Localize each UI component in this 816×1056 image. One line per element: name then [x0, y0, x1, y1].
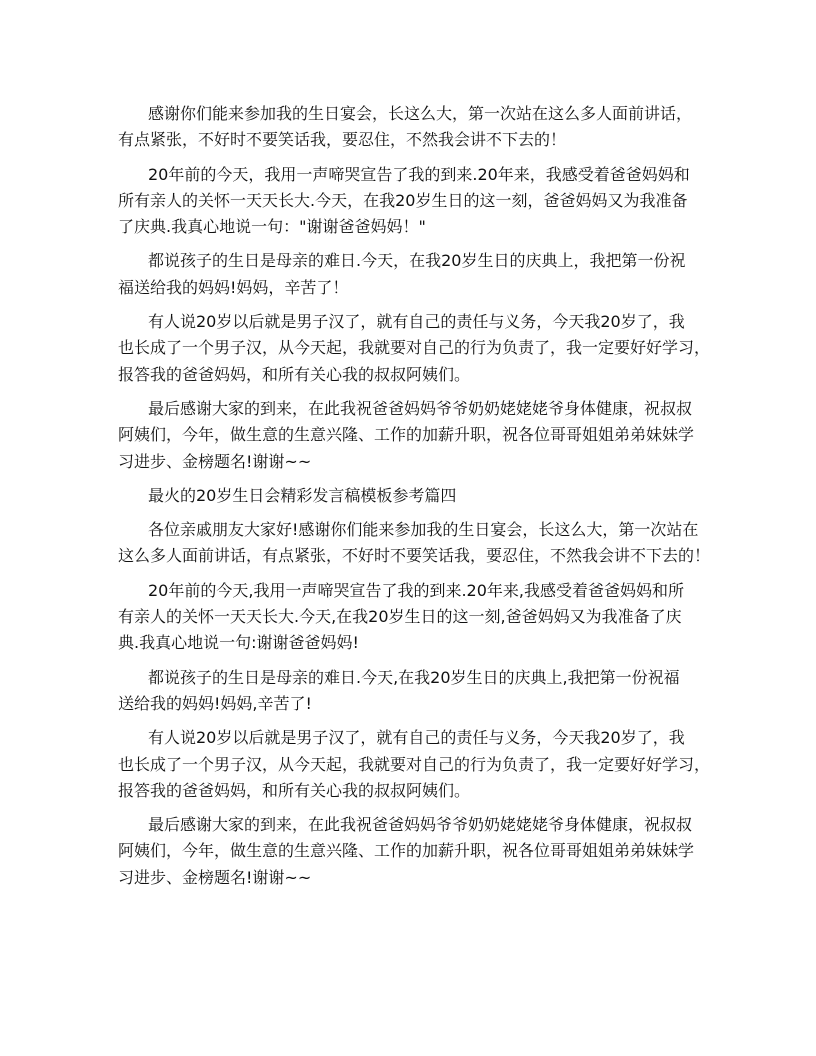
paragraph-gap: [118, 388, 700, 396]
text-line: 习进步、金榜题名!谢谢~~: [118, 451, 312, 471]
paragraph: [118, 101, 700, 154]
text-line: 习进步、金榜题名!谢谢~~: [118, 867, 312, 887]
paragraph: [118, 725, 711, 804]
text-line: 所有亲人的关怀一天天长大.今天，在我20岁生日的这一刻，爸爸妈妈又为我准备: [118, 190, 688, 210]
paragraph: [118, 517, 711, 570]
paragraph-gap: [118, 475, 700, 483]
paragraph: [118, 665, 700, 718]
paragraph-gap: [118, 804, 700, 812]
paragraph-gap: [118, 301, 700, 309]
paragraph-gap: [118, 154, 700, 162]
text-line: 也长成了一个男子汉，从今天起，我就要对自己的行为负责了，我一定要好好学习，: [118, 754, 711, 774]
text-line: 福送给我的妈妈!妈妈，辛苦了！: [118, 277, 349, 297]
paragraph: [118, 162, 700, 241]
text-line: 最火的20岁生日会精彩发言稿模板参考篇四: [148, 485, 457, 505]
text-line: 有亲人的关怀一天天长大.今天,在我20岁生日的这一刻,爸爸妈妈又为我准备了庆: [118, 607, 682, 627]
text-line: 都说孩子的生日是母亲的难日.今天，在我20岁生日的庆典上，我把第一份祝: [148, 251, 686, 271]
paragraph-gap: [118, 570, 700, 578]
paragraph-gap: [118, 240, 700, 248]
paragraph: [118, 812, 700, 891]
text-line: 这么多人面前讲话，有点紧张，不好时不要笑话我，要忍住，不然我会讲不下去的！: [118, 546, 711, 566]
text-line: 20年前的今天，我用一声啼哭宣告了我的到来.20年来，我感受着爸爸妈妈和: [148, 164, 690, 184]
text-line: 最后感谢大家的到来，在此我祝爸爸妈妈爷爷奶奶姥姥姥爷身体健康，祝叔叔: [148, 398, 693, 418]
document-page: [118, 101, 711, 891]
paragraph: [118, 483, 700, 509]
text-line: 20年前的今天,我用一声啼哭宣告了我的到来.20年来,我感受着爸爸妈妈和所: [148, 580, 684, 600]
text-line: 有人说20岁以后就是男子汉了，就有自己的责任与义务，今天我20岁了，我: [148, 728, 685, 748]
paragraph: [118, 309, 711, 388]
text-line: 感谢你们能来参加我的生日宴会，长这么大，第一次站在这么多人面前讲话，: [148, 104, 693, 123]
text-line: 最后感谢大家的到来，在此我祝爸爸妈妈爷爷奶奶姥姥姥爷身体健康，祝叔叔: [148, 815, 693, 835]
text-line: 阿姨们，今年，做生意的生意兴隆、工作的加薪升职，祝各位哥哥姐姐弟弟妹妹学: [118, 425, 695, 445]
paragraph: [118, 578, 700, 657]
paragraph-gap: [118, 657, 700, 665]
paragraph: [118, 396, 700, 475]
text-line: 了庆典.我真心地说一句："谢谢爸爸妈妈！": [118, 217, 426, 237]
paragraph-gap: [118, 717, 700, 725]
text-line: 典.我真心地说一句:谢谢爸爸妈妈!: [118, 633, 359, 653]
paragraph: [118, 248, 700, 301]
text-line: 各位亲戚朋友大家好!感谢你们能来参加我的生日宴会，长这么大，第一次站在: [148, 520, 699, 540]
text-line: 有点紧张，不好时不要笑话我，要忍住，不然我会讲不下去的！: [118, 130, 567, 150]
text-line: 送给我的妈妈!妈妈,辛苦了!: [118, 693, 312, 713]
text-line: 都说孩子的生日是母亲的难日.今天,在我20岁生日的庆典上,我把第一份祝福: [148, 667, 680, 687]
paragraph-gap: [118, 509, 700, 517]
text-line: 有人说20岁以后就是男子汉了，就有自己的责任与义务，今天我20岁了，我: [148, 312, 685, 332]
text-line: 也长成了一个男子汉，从今天起，我就要对自己的行为负责了，我一定要好好学习，: [118, 338, 711, 358]
text-line: 报答我的爸爸妈妈，和所有关心我的叔叔阿姨们。: [118, 780, 471, 800]
text-line: 报答我的爸爸妈妈，和所有关心我的叔叔阿姨们。: [118, 364, 471, 384]
text-line: 阿姨们，今年，做生意的生意兴隆、工作的加薪升职，祝各位哥哥姐姐弟弟妹妹学: [118, 841, 695, 861]
